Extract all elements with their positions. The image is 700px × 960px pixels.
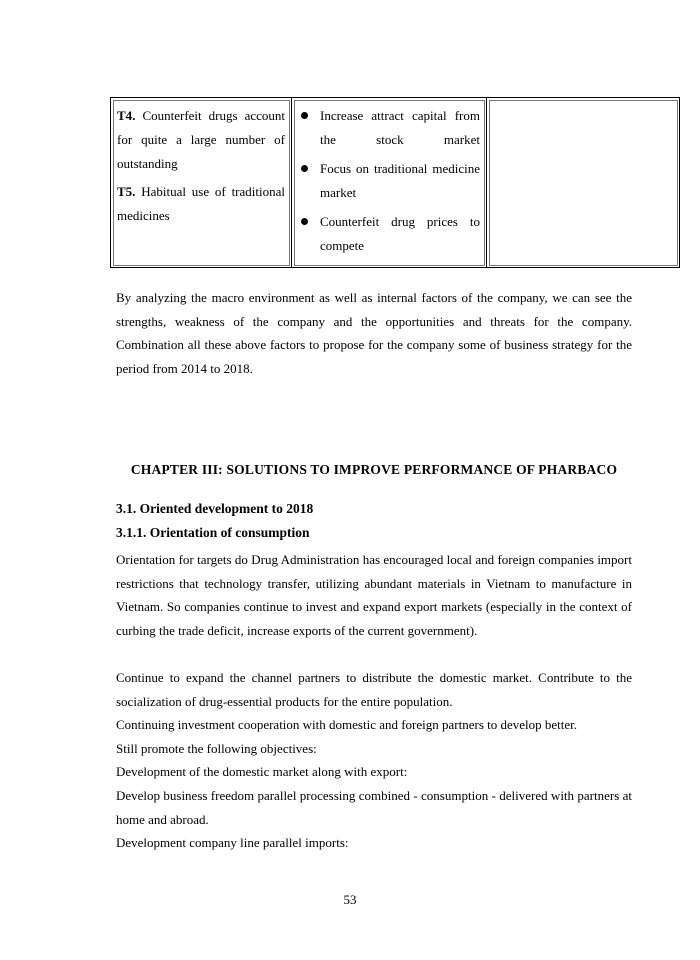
strategy-text: Increase attract capital from the stock market <box>320 108 480 147</box>
body-paragraph-orientation: Orientation for targets do Drug Administration has encouraged local and foreign companies import restrictions that technology transfer, utilizing abundant materials in Vietnam to manufacture in Vietnam. So companies continue to invest and expand export markets (especially in the context of curbing the trade deficit, increase exports of the current government). <box>116 552 632 638</box>
threat-t5-text: Habitual use of traditional medicines <box>117 184 285 223</box>
list-item <box>298 157 480 205</box>
page-number: 53 <box>343 892 357 907</box>
list-item <box>298 104 480 152</box>
section-heading-3-1: 3.1. Oriented development to 2018 <box>116 501 314 516</box>
threat-t5-key: T5. <box>117 184 136 199</box>
intro-paragraph: By analyzing the macro environment as well as internal factors of the company, we can see the strengths, weakness of the company and the opportunities and threats for the company. Combination all these above factors to propose for the company some of business strategy for the period from 2014 to 2018. <box>116 290 632 376</box>
body-paragraph-domestic-market: Development of the domestic market along with export: <box>116 764 408 779</box>
threats-cell <box>111 98 292 268</box>
threat-t4-firstline <box>117 104 285 176</box>
body-paragraph-investment: Continuing investment cooperation with domestic and foreign partners to develop better. <box>116 717 578 732</box>
threat-t4-text: Counterfeit drugs account for quite a large number of outstanding <box>117 108 286 171</box>
threat-t4-key: T4. <box>117 108 136 123</box>
body-paragraph-parallel-imports: Development company line parallel imports: <box>116 835 349 850</box>
chapter-title: CHAPTER III: SOLUTIONS TO IMPROVE PERFORMANCE OF PHARBACO <box>130 462 618 477</box>
bullet-icon <box>301 112 308 119</box>
body-paragraph-objectives: Still promote the following objectives: <box>116 741 317 756</box>
strategy-text: Focus on traditional medicine market <box>320 161 480 200</box>
body-paragraph-business-freedom: Develop business freedom parallel processing combined - consumption - delivered with partners at home and abroad. <box>116 788 632 827</box>
body-paragraph-channel-partners: Continue to expand the channel partners to distribute the domestic market. Contribute to the socialization of drug-essential products for the entire population. <box>116 670 632 709</box>
strategies-cell <box>292 98 487 268</box>
swot-strategy-table <box>110 97 680 268</box>
bullet-icon <box>301 218 308 225</box>
table-row <box>111 98 680 268</box>
section-heading-3-1-1: 3.1.1. Orientation of consumption <box>116 525 310 540</box>
strategy-text: Counterfeit drug prices to compete <box>320 214 480 253</box>
strategy-list <box>298 104 480 258</box>
list-item <box>298 210 480 258</box>
empty-cell <box>487 98 680 268</box>
threat-t5 <box>117 180 285 228</box>
bullet-icon <box>301 165 308 172</box>
